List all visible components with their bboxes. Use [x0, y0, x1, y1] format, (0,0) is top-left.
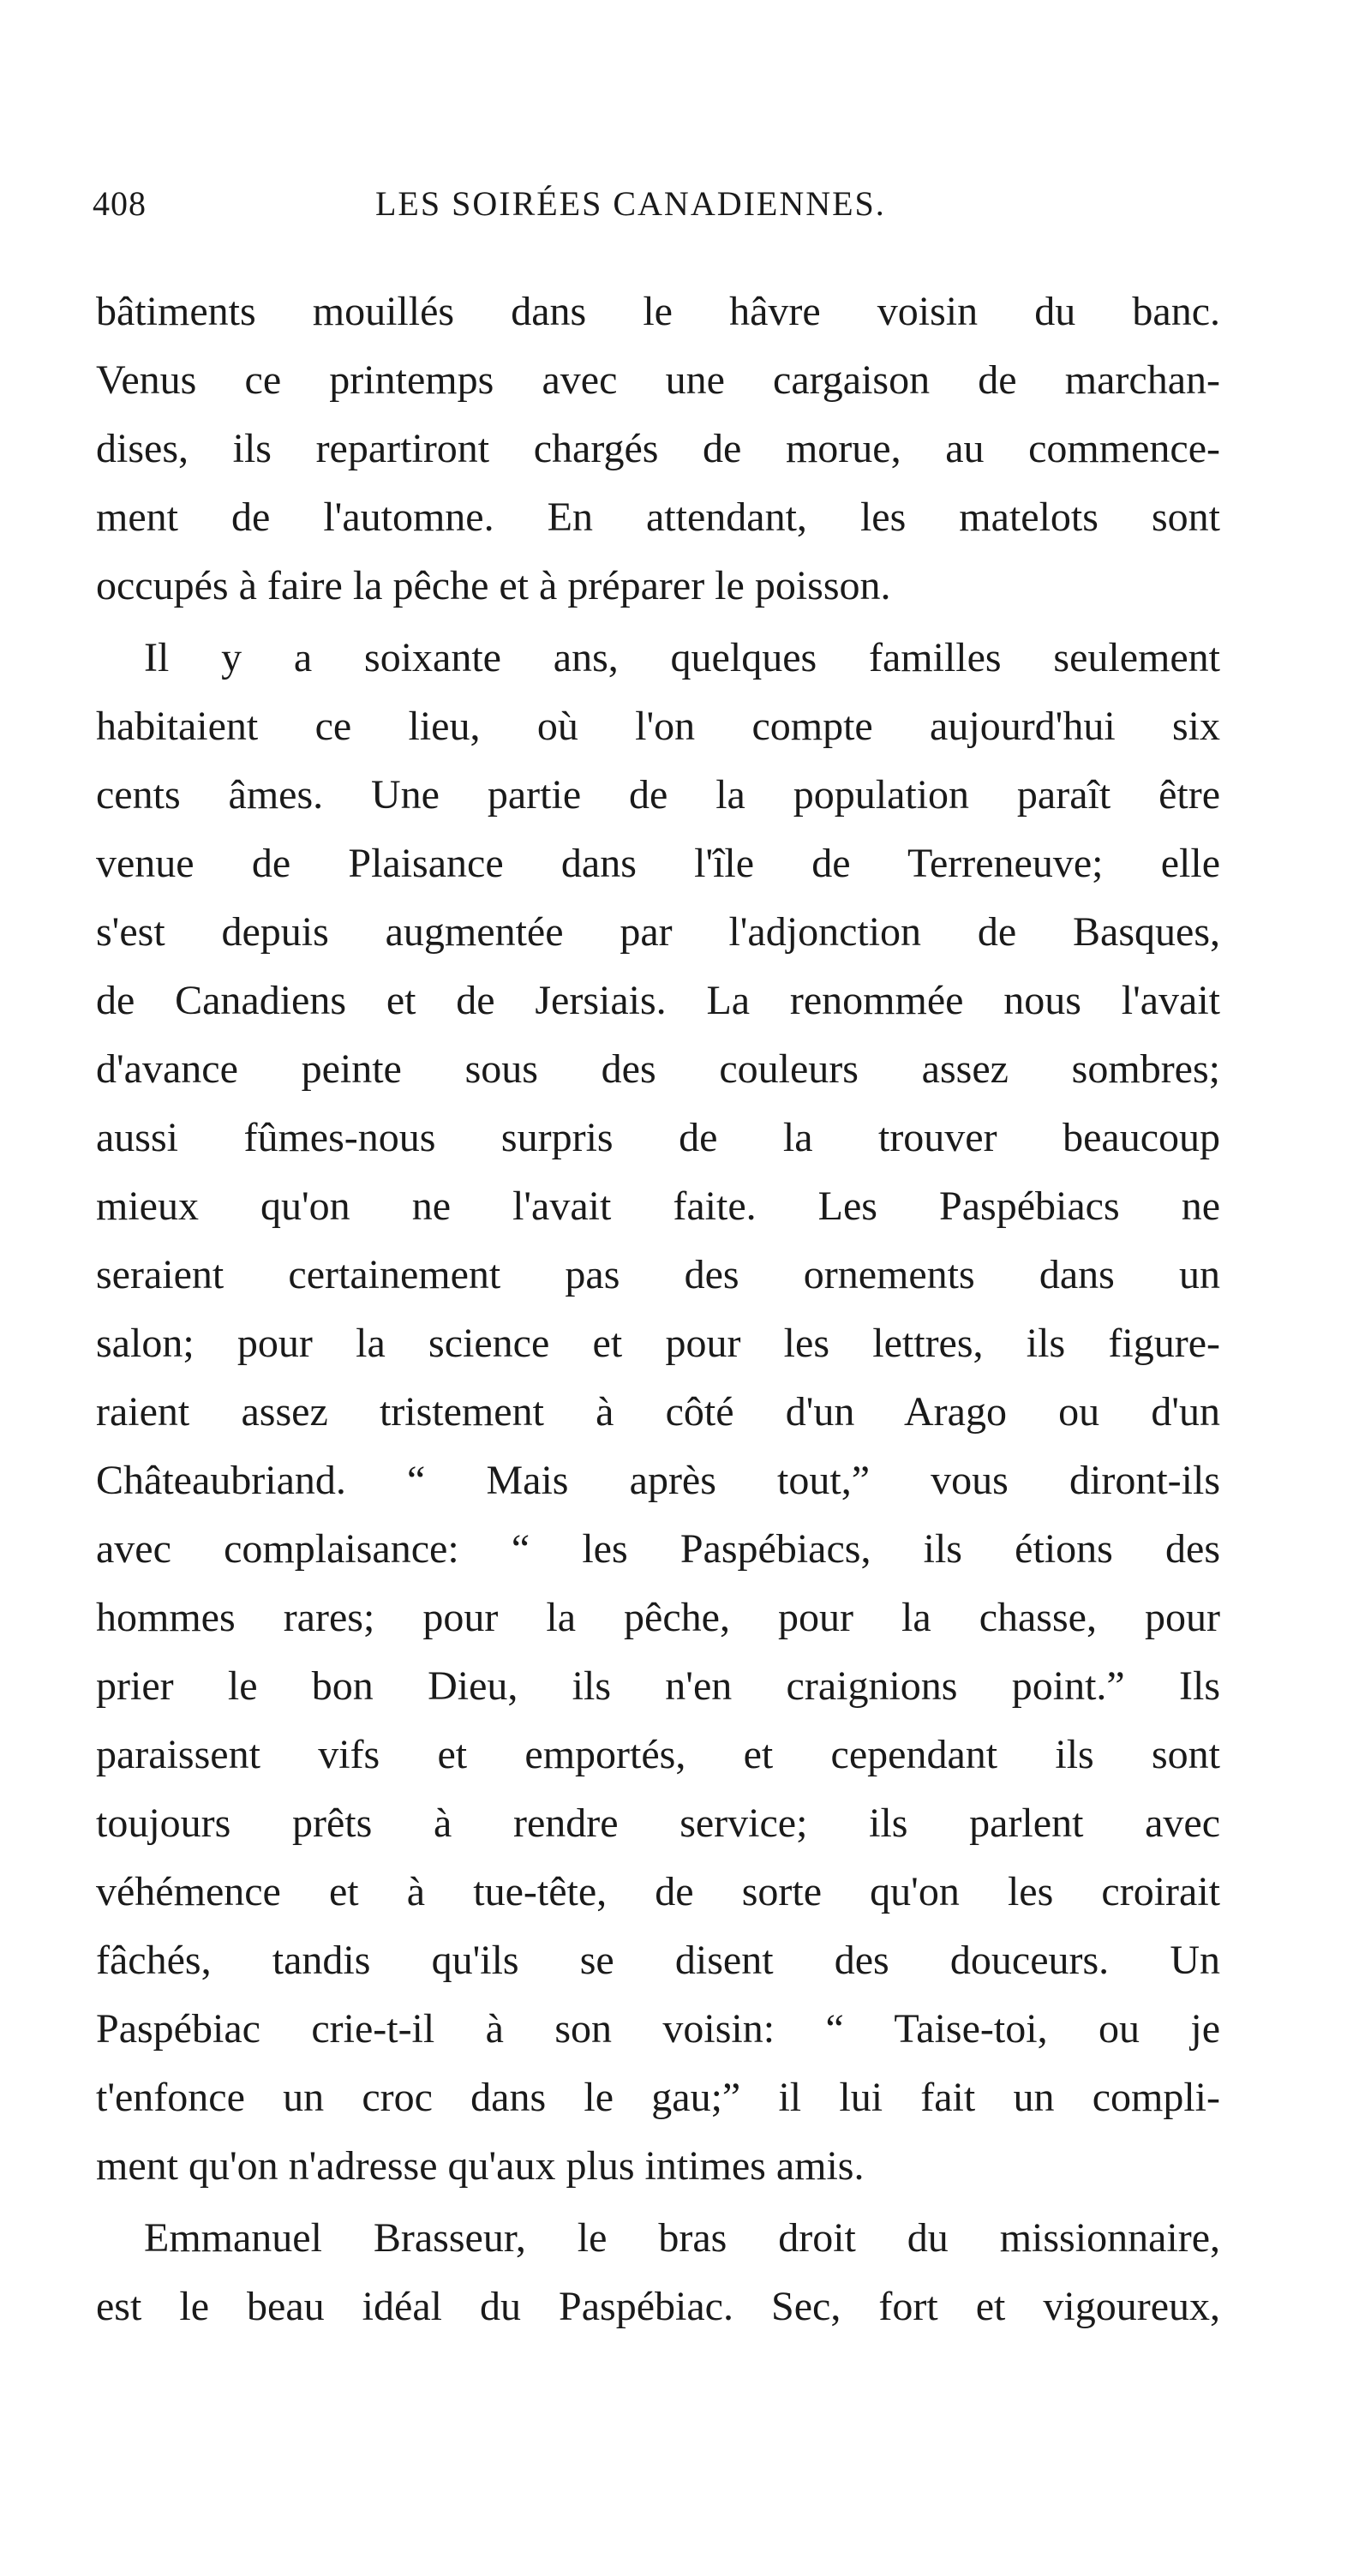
text-line: fâchés, tandis qu'ils se disent des douceurs. Un: [96, 1938, 1220, 1983]
text-line: mieux qu'on ne l'avait faite. Les Paspébiacs ne: [96, 1183, 1220, 1229]
page-number: 408: [93, 184, 147, 223]
paragraph-1: [96, 278, 1220, 620]
text-line: Châteaubriand. “ Mais après tout,” vous diront-ils: [96, 1458, 1220, 1503]
text-line: avec complaisance: “ les Paspébiacs, ils étions des: [96, 1526, 1220, 1572]
text-line: seraient certainement pas des ornements dans un: [96, 1252, 1220, 1297]
running-title: LES SOIRÉES CANADIENNES.: [375, 184, 886, 223]
paragraph-3: [96, 2204, 1220, 2341]
text-line: salon; pour la science et pour les lettres, ils figure-: [96, 1321, 1220, 1366]
text-line: d'avance peinte sous des couleurs assez sombres;: [96, 1046, 1220, 1092]
running-head: [93, 183, 1222, 235]
text-line: venue de Plaisance dans l'île de Terreneuve; elle: [96, 841, 1220, 886]
text-line: toujours prêts à rendre service; ils parlent avec: [96, 1800, 1220, 1846]
text-line: paraissent vifs et emportés, et cependant ils sont: [96, 1732, 1220, 1777]
body-text: [96, 278, 1220, 2341]
text-line: prier le bon Dieu, ils n'en craignions point.” Ils: [96, 1663, 1220, 1709]
text-line: de Canadiens et de Jersiais. La renommée nous l'avait: [96, 978, 1220, 1023]
text-line: Il y a soixante ans, quelques familles seulement: [144, 635, 1220, 680]
text-line: ment qu'on n'adresse qu'aux plus intimes amis.: [96, 2143, 865, 2189]
text-line: bâtiments mouillés dans le hâvre voisin du banc.: [96, 289, 1220, 334]
text-line: ment de l'automne. En attendant, les matelots sont: [96, 494, 1220, 540]
text-line: véhémence et à tue-tête, de sorte qu'on les croirait: [96, 1869, 1220, 1914]
text-line: habitaient ce lieu, où l'on compte aujourd'hui six: [96, 704, 1220, 749]
text-line: est le beau idéal du Paspébiac. Sec, fort et vigoureux,: [96, 2284, 1220, 2329]
text-line: Emmanuel Brasseur, le bras droit du missionnaire,: [144, 2215, 1220, 2261]
text-line: cents âmes. Une partie de la population paraît être: [96, 772, 1220, 818]
text-line: aussi fûmes-nous surpris de la trouver beaucoup: [96, 1115, 1220, 1160]
text-line: t'enfonce un croc dans le gau;” il lui fait un compli-: [96, 2075, 1220, 2120]
text-line: s'est depuis augmentée par l'adjonction de Basques,: [96, 909, 1220, 955]
paragraph-2: [96, 624, 1220, 2201]
text-line: hommes rares; pour la pêche, pour la chasse, pour: [96, 1595, 1220, 1640]
text-line: raient assez tristement à côté d'un Arago ou d'un: [96, 1389, 1220, 1435]
text-line: Venus ce printemps avec une cargaison de marchan-: [96, 357, 1220, 403]
text-line: occupés à faire la pêche et à préparer le poisson.: [96, 563, 891, 608]
text-line: dises, ils repartiront chargés de morue, au commence-: [96, 426, 1220, 471]
text-line: Paspébiac crie-t-il à son voisin: “ Taise-toi, ou je: [96, 2006, 1220, 2052]
